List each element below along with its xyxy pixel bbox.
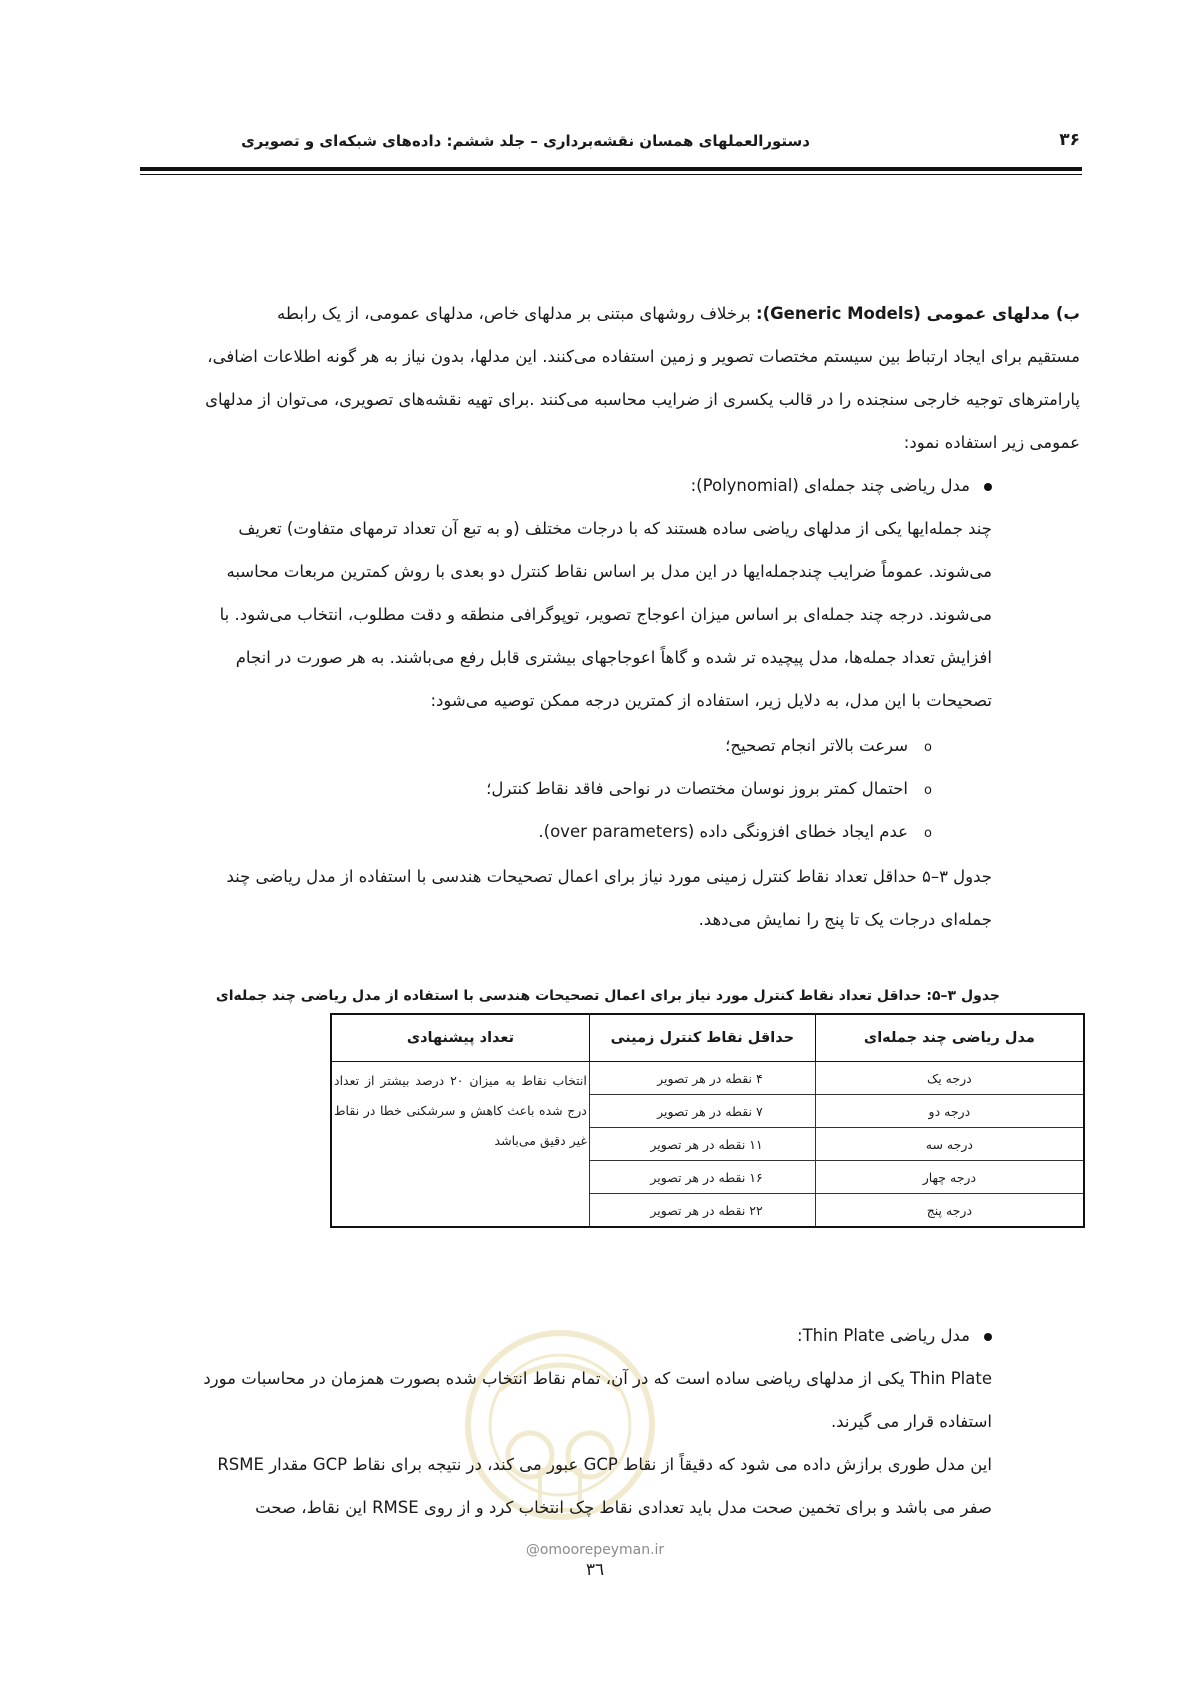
polynomial-bullet	[691, 467, 992, 505]
table-row	[331, 1062, 1084, 1095]
thin-plate-line3: این مدل طوری برازش داده می شود که دقیقاً از نقاط GCP عبور می کند، در نتیجه برای نقاط GCP مقدار RSME	[217, 1455, 992, 1474]
thin-plate-bullet	[797, 1317, 992, 1355]
cell-model: درجه دو	[815, 1095, 1084, 1128]
bullet-dot-icon	[984, 483, 992, 491]
cell-min-gcp: ۱۱ نقطه در هر تصویر	[589, 1128, 815, 1161]
bullet-dot-icon	[984, 1333, 992, 1341]
table-reference-line2: جمله‌ای درجات یک تا پنج را نمایش می‌دهد.	[698, 910, 992, 929]
cell-model: درجه یک	[815, 1062, 1084, 1095]
header-min-gcp: حداقل نقاط کنترل زمینی	[589, 1014, 815, 1062]
polynomial-line5: تصحیحات با این مدل، به دلایل زیر، استفاده از کمترین درجه ممکن توصیه می‌شود:	[430, 691, 992, 710]
thin-plate-line2: استفاده قرار می گیرند.	[830, 1412, 992, 1431]
cell-model: درجه سه	[815, 1128, 1084, 1161]
generic-models-line2: مستقیم برای ایجاد ارتباط بین سیستم مختصات تصویر و زمین استفاده می‌کنند. این مدلها، بدون نیاز به هر گونه اطلاعات اضافی،	[207, 347, 1080, 366]
gcp-table	[330, 1013, 1085, 1228]
reason-item	[538, 813, 932, 853]
cell-min-gcp: ۴ نقطه در هر تصویر	[589, 1062, 815, 1095]
generic-models-line3: پارامترهای توجیه خارجی سنجنده را در قالب یکسری از ضرایب محاسبه می‌کنند .برای تهیه نقشه‌های تصویری، می‌توان از مدلهای	[205, 390, 1080, 409]
table-caption: جدول ۳–۵: حداقل تعداد نقاط کنترل مورد نیاز برای اعمال تصحیحات هندسی با استفاده از مدل ریاضی چند جمله‌ای	[215, 988, 1000, 1004]
running-header	[140, 128, 1080, 158]
reason-item	[486, 770, 932, 810]
circle-bullet-icon: o	[924, 826, 932, 841]
cell-recommendation: انتخاب نقاط به میزان ۲۰ درصد بیشتر از تعداد درج شده باعث کاهش و سرشکنی خطا در نقاط غیر دقیق می‌باشد	[331, 1062, 589, 1228]
cell-min-gcp: ۱۶ نقطه در هر تصویر	[589, 1161, 815, 1194]
thin-plate-line4: صفر می باشد و برای تخمین صحت مدل باید تعدادی نقاط چک انتخاب کرد و از روی RMSE این نقاط، صحت	[255, 1498, 992, 1517]
reason-text: احتمال کمتر بروز نوسان مختصات در نواحی فاقد نقاط کنترل؛	[486, 779, 909, 798]
thin-plate-line1: Thin Plate یکی از مدلهای ریاضی ساده است که در آن، تمام نقاط انتخاب شده بصورت همزمان در محاسبات مورد	[203, 1369, 992, 1388]
table-reference-line1: جدول ۳–۵ حداقل تعداد نقاط کنترل زمینی مورد نیاز برای اعمال تصحیحات هندسی با استفاده از مدل ریاضی چند	[226, 867, 992, 886]
polynomial-line4: افزایش تعداد جمله‌ها، مدل پیچیده تر شده و گاهاً اعوجاجهای بیشتری قابل رفع می‌باشند. به هر صورت در انجام	[235, 648, 992, 667]
generic-models-paragraph-line1	[140, 295, 1080, 333]
polynomial-line1: چند جمله‌ایها یکی از مدلهای ریاضی ساده هستند که با درجات مختلف (و به تبع آن تعداد ترمهای متفاوت) تعریف	[238, 519, 992, 538]
footer-page-number: ۳٦	[585, 1560, 605, 1580]
reason-item	[725, 727, 932, 767]
header-rule-thick	[140, 167, 1082, 171]
generic-models-text: برخلاف روشهای مبتنی بر مدلهای خاص، مدلهای عمومی، از یک رابطه	[276, 304, 751, 323]
polynomial-line3: می‌شوند. درجه چند جمله‌ای بر اساس میزان اعوجاج تصویر، توپوگرافی منطقه و دقت مطلوب، انتخاب می‌شود. با	[219, 605, 992, 624]
cell-model: درجه چهار	[815, 1161, 1084, 1194]
circle-bullet-icon: o	[924, 740, 932, 755]
thin-plate-bullet-label: مدل ریاضی Thin Plate:	[797, 1326, 970, 1345]
circle-bullet-icon: o	[924, 783, 932, 798]
reason-text: عدم ایجاد خطای افزونگی داده (over parameters).	[538, 822, 909, 841]
cell-min-gcp: ۲۲ نقطه در هر تصویر	[589, 1194, 815, 1228]
polynomial-line2: می‌شوند. عموماً ضرایب چندجمله‌ایها در این مدل بر اساس نقاط کنترل دو بعدی با روش کمترین مربعات محاسبه	[226, 562, 992, 581]
cell-model: درجه پنج	[815, 1194, 1084, 1228]
generic-models-heading: ب) مدلهای عمومی (Generic Models):	[755, 304, 1080, 323]
reason-text: سرعت بالاتر انجام تصحیح؛	[725, 736, 909, 755]
header-page-number: ۳۶	[1059, 130, 1080, 150]
header-model: مدل ریاضی چند جمله‌ای	[815, 1014, 1084, 1062]
polynomial-bullet-label: مدل ریاضی چند جمله‌ای (Polynomial):	[690, 476, 970, 495]
header-title: دستورالعملهای همسان نقشه‌برداری – جلد ششم: داده‌های شبکه‌ای و تصویری	[241, 132, 810, 150]
cell-min-gcp: ۷ نقطه در هر تصویر	[589, 1095, 815, 1128]
table-header-row	[331, 1014, 1084, 1062]
header-recommended: تعداد پیشنهادی	[331, 1014, 589, 1062]
generic-models-line4: عمومی زیر استفاده نمود:	[903, 433, 1080, 452]
header-rule-thin	[140, 174, 1082, 175]
footer-website: @omoorepeyman.ir	[525, 1542, 665, 1558]
